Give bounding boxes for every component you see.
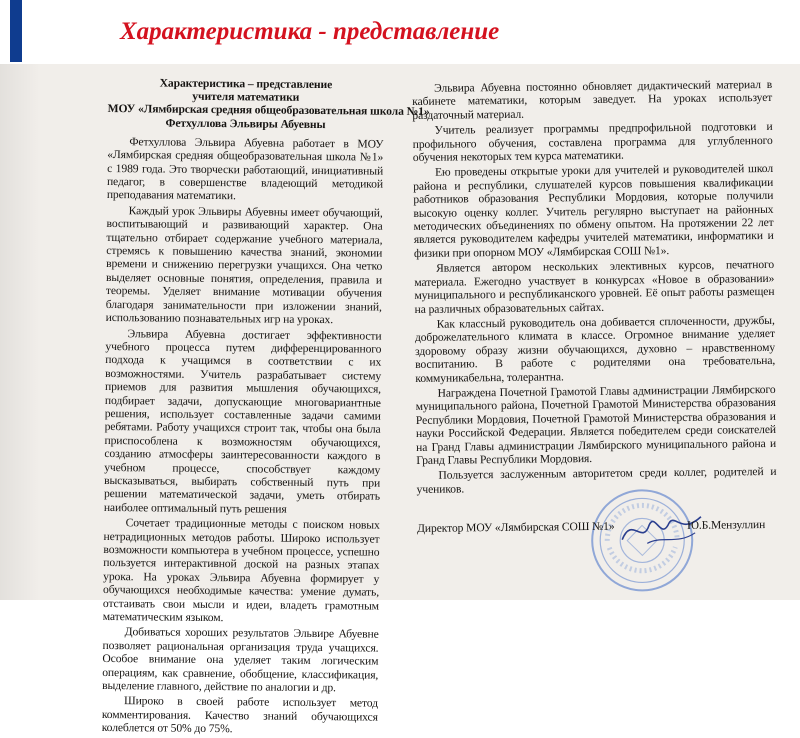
document-paragraph: Пользуется заслуженным авторитетом среди коллег, родителей и учеников.	[416, 465, 777, 496]
heading-line: учителя математики	[192, 90, 300, 105]
document-paragraph: Является автором нескольких элективных курсов, печатного материала. Ежегодно участвует в конкурсах «Новое в образовании» муниципального и республиканского уровней. Её опыт работы размещен на различных образовательных сайтах.	[414, 258, 775, 316]
document-right-column	[412, 78, 777, 542]
signature-block	[417, 518, 777, 542]
heading-line: Фетхуллова Эльвиры Абуевны	[165, 116, 326, 131]
heading-line: Характеристика – представление	[159, 76, 333, 92]
document-paragraph: Фетхуллова Эльвира Абуевна работает в МОУ «Лямбирская средняя общеобразовательная школа №1» с 1989 года. Это творчески работающий, инициативный педагог, в совершенстве владеющий методикой преподавания математики.	[106, 135, 384, 203]
document-paragraph: Сочетает традиционные методы с поиском новых нетрадиционных методов работы. Широко использует возможности компьютера в учебном процессе, успешно пользуется интерактивной доской на разных этапах урока. На уроках Эльвира Абуевна формирует у обучающихся необходимые качества: умение думать, отстаивать свои мысли и идеи, владеть грамотным математическим языком.	[102, 516, 380, 625]
signature-label: Директор МОУ «Лямбирская СОШ №1»	[416, 519, 615, 536]
document-paragraph: Ею проведены открытые уроки для учителей и руководителей школ района и республики, слушателей курсов повышения квалификации работников образования Республики Мордовия, которые получили высокую оценку коллег. Учитель регулярно выступает на районных методических объединениях по обмену опытом. На протяжении 22 лет является руководителем кафедры учителей математики, информатики и физики при опорном МОУ «Лямбирская СОШ №1».	[413, 162, 774, 260]
document-paragraph: Как классный руководитель она добивается сплоченности, дружбы, доброжелательного климата в классе. Огромное внимание уделяет здоровому образу жизни обучающихся, духовно – нравственному воспитанию. В работе с родителями она требовательна, коммуникабельна, толерантна.	[414, 313, 776, 385]
document-paragraph: Учитель реализует программы предпрофильной подготовки и профильного обучения, составлена программа для углубленного обучения некоторых тем курса математики.	[412, 120, 773, 165]
document-paragraph: Эльвира Абуевна постоянно обновляет дидактический материал в кабинете математики, которым заведует. На уроках использует раздаточный материал.	[412, 77, 773, 122]
document-heading	[107, 76, 430, 131]
slide-title: Характеристика - представление	[120, 18, 500, 45]
document-paragraph: Каждый урок Эльвиры Абуевны имеет обучающий, воспитывающий и развивающий характер. Она тщательно отбирает содержание учебного материала, стремясь к повышению качества знаний, экономии времени и снижению перегрузки учащихся. Она четко выделяет основные понятия, определения, правила и теоремы. Уделяет внимание мотивации обучения благодаря занимательности при изложении знаний, использованию познавательных игр на уроках.	[105, 204, 383, 327]
signature-name: Ю.Б.Мензуллин	[686, 518, 766, 533]
heading-line: МОУ «Лямбирская средняя общеобразовательная школа №1»	[107, 102, 430, 119]
accent-bar	[10, 0, 22, 62]
document-left-column	[101, 76, 430, 737]
document-paragraph: Эльвира Абуевна достигает эффективности учебного процесса путем дифференцированного подхода к учащимся в соответствии с их возможностями. Учитель разрабатывает систему приемов для развития мышления обучающихся, подбирает задачи, допускающие многовариантные решения, использует составленные задачи самими ребятами. Работу учащихся строит так, чтобы она была приспособлена к возможностям обучающихся, созданию атмосферы заинтересованности каждого в учебном процессе, способствует каждому высказываться, выбирать собственный путь при решении математической задачи, уметь отбирать наиболее оптимальный путь решения	[103, 326, 382, 516]
document-paragraph: Широко в своей работе использует метод комментирования. Качество знаний обучающихся колеблется от 50% до 75%.	[101, 694, 379, 736]
document-paragraph: Награждена Почетной Грамотой Главы администрации Лямбирского муниципального района, Почетной Грамотой Министерства образования Республики Мордовия, Почетной Грамотой Министерства образования и науки Российской Федерации. Является победителем среди соискателей на Гранд Главы администрации Лямбирского муниципального района и Гранд Главы Республики Мордовия.	[415, 382, 777, 467]
slide-header	[0, 0, 800, 64]
scanned-document	[0, 64, 800, 736]
document-paragraph: Добиваться хороших результатов Эльвире Абуевне позволяет рациональная организация труда учащихся. Особое внимание она уделяет таким логическим операциям, как сравнение, обобщение, классификация, выделение главного, действие по аналогии и др.	[102, 625, 379, 695]
scan-shadow	[0, 64, 40, 600]
